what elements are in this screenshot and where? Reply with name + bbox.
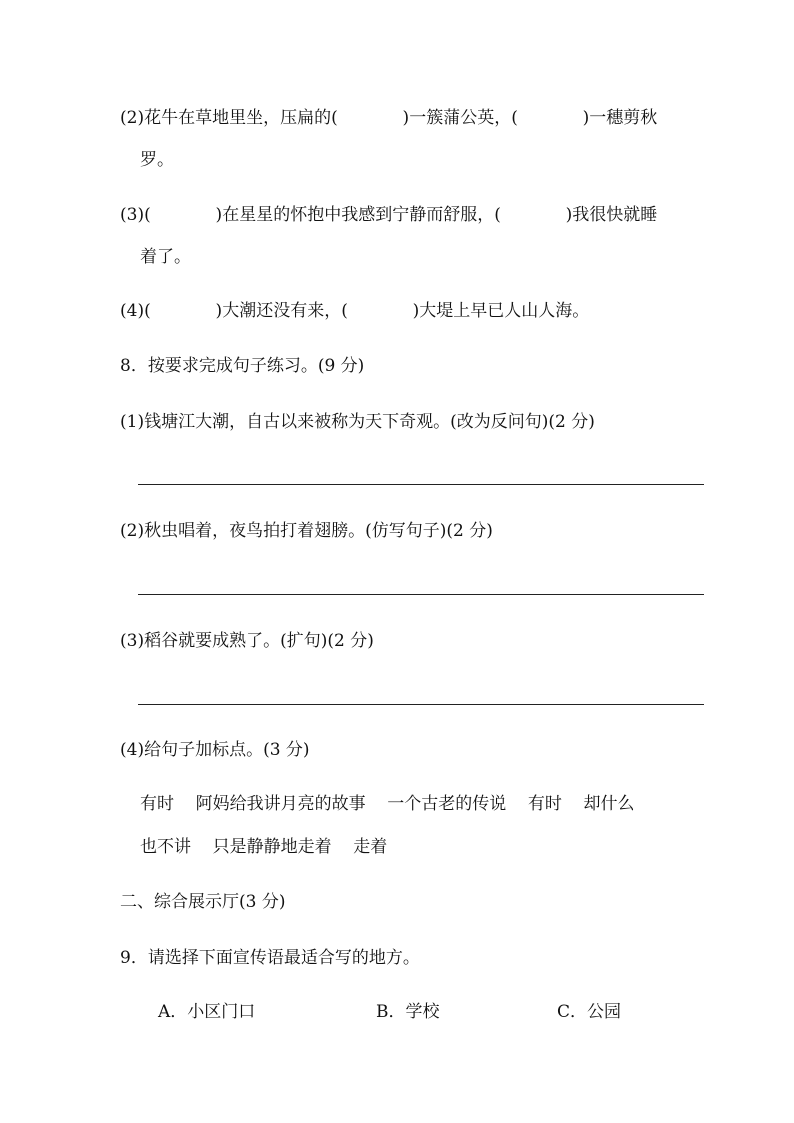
q7-item2-line1: (2)花牛在草地里坐，压扁的( )一簇蒲公英，( )一穗剪秋 xyxy=(120,108,658,128)
section-2-heading: 二、综合展示厅(3 分) xyxy=(120,892,286,912)
q7-item3-line1: (3)( )在星星的怀抱中我感到宁静而舒服，( )我很快就睡 xyxy=(120,205,658,225)
punctuation-sentence-line2: 也不讲 只是静静地走着 走着 xyxy=(140,837,388,857)
q8-item3: (3)稻谷就要成熟了。(扩句)(2 分) xyxy=(120,631,374,651)
q8-heading: 8．按要求完成句子练习。(9 分) xyxy=(120,356,365,376)
q7-item2-line2: 罗。 xyxy=(140,150,174,170)
answer-line-3[interactable] xyxy=(138,704,704,705)
option-a[interactable]: A．小区门口 xyxy=(158,1002,256,1022)
answer-line-1[interactable] xyxy=(138,484,704,485)
option-b[interactable]: B．学校 xyxy=(376,1002,440,1022)
punctuation-sentence-line1: 有时 阿妈给我讲月亮的故事 一个古老的传说 有时 却什么 xyxy=(140,794,635,814)
q8-item4: (4)给句子加标点。(3 分) xyxy=(120,740,310,760)
q9-heading: 9．请选择下面宣传语最适合写的地方。 xyxy=(120,948,420,968)
q8-item1: (1)钱塘江大潮，自古以来被称为天下奇观。(改为反问句)(2 分) xyxy=(120,412,595,432)
q8-item2: (2)秋虫唱着，夜鸟拍打着翅膀。(仿写句子)(2 分) xyxy=(120,521,493,541)
option-c[interactable]: C．公园 xyxy=(557,1002,622,1022)
q7-item3-line2: 着了。 xyxy=(140,247,191,267)
q7-item4: (4)( )大潮还没有来，( )大堤上早已人山人海。 xyxy=(120,301,590,321)
answer-line-2[interactable] xyxy=(138,594,704,595)
